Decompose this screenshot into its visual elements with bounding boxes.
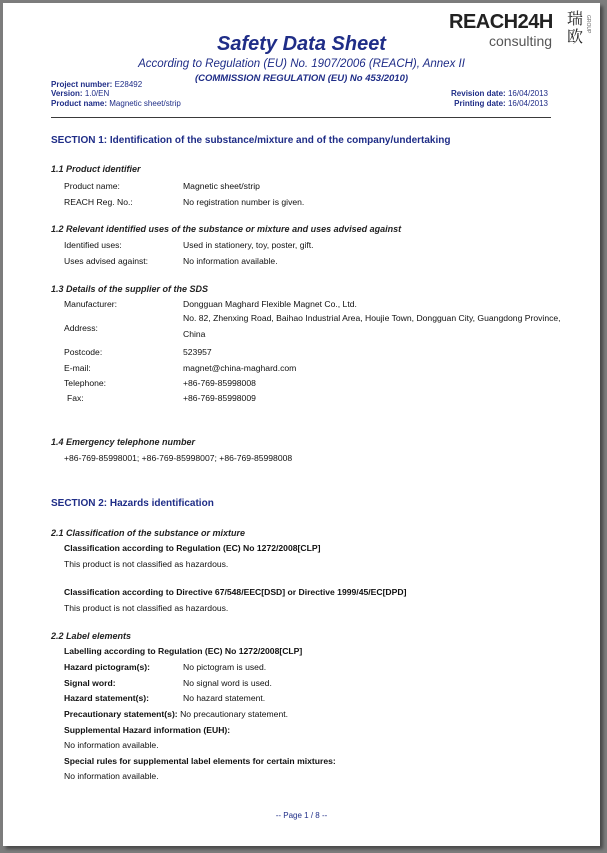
special-rules-text: No information available. — [64, 771, 159, 781]
postcode-value: 523957 — [183, 347, 212, 357]
version-value: 1.0/EN — [84, 89, 110, 98]
clp-classification-text: This product is not classified as hazardous. — [64, 559, 229, 569]
section-2-heading: SECTION 2: Hazards identification — [51, 498, 214, 509]
product-name-meta — [51, 99, 181, 108]
logo-main-text: REACH24H — [449, 11, 553, 33]
document-title: Safety Data Sheet — [217, 33, 386, 55]
telephone-value: +86-769-85998008 — [183, 378, 256, 388]
hazard-statement-label: Hazard statement(s): — [64, 693, 150, 703]
regulation-line-2: (COMMISSION REGULATION (EU) No 453/2010) — [194, 73, 409, 84]
project-number-label: Project number: — [51, 80, 113, 89]
regulation-line-1: According to Regulation (EU) No. 1907/2006 (REACH), Annex II — [138, 58, 465, 70]
document-page — [3, 3, 600, 846]
logo-sub-text: consulting — [489, 33, 553, 49]
section-1-heading: SECTION 1: Identification of the substance/mixture and of the company/undertaking — [51, 135, 451, 146]
labelling-heading: Labelling according to Regulation (EC) No 1272/2008[CLP] — [64, 646, 303, 656]
hazard-pictogram-label: Hazard pictogram(s): — [64, 662, 150, 672]
signal-word-value: No signal word is used. — [183, 678, 272, 688]
logo-cjk-text: 瑞欧 — [567, 11, 584, 46]
hazard-statement-value: No hazard statement. — [183, 693, 266, 703]
fax-label: Fax: — [67, 393, 84, 403]
signal-word-label: Signal word: — [64, 678, 116, 688]
revision-date — [451, 89, 548, 98]
revision-date-label: Revision date: — [451, 89, 506, 98]
hazard-pictogram-value: No pictogram is used. — [183, 662, 267, 672]
printing-date — [454, 99, 548, 108]
emergency-numbers: +86-769-85998001; +86-769-85998007; +86-769-85998008 — [64, 453, 293, 463]
identified-uses-value: Used in stationery, toy, poster, gift. — [183, 240, 314, 250]
project-number — [51, 80, 142, 89]
version — [51, 89, 109, 98]
revision-date-value: 16/04/2013 — [507, 89, 548, 98]
fax-value: +86-769-85998009 — [183, 393, 256, 403]
header-divider — [51, 117, 551, 118]
clp-classification-heading: Classification according to Regulation (EC) No 1272/2008[CLP] — [64, 543, 321, 553]
product-name-label: Product name: — [64, 181, 120, 191]
subsection-1-1-title: 1.1 Product identifier — [51, 164, 141, 174]
version-label: Version: — [51, 89, 83, 98]
manufacturer-value: Dongguan Maghard Flexible Magnet Co., Ltd. — [183, 299, 357, 309]
subsection-2-1-title: 2.1 Classification of the substance or mixture — [51, 528, 246, 538]
uses-advised-against-value: No information available. — [183, 256, 278, 266]
email-label: E-mail: — [64, 363, 91, 373]
product-name-value: Magnetic sheet/strip — [183, 181, 260, 191]
reach-reg-value: No registration number is given. — [183, 197, 305, 207]
subsection-2-2-title: 2.2 Label elements — [51, 631, 132, 641]
reach-reg-label: REACH Reg. No.: — [64, 197, 133, 207]
logo-group-text: GROUP — [585, 15, 591, 34]
uses-advised-against-label: Uses advised against: — [64, 256, 149, 266]
subsection-1-2-title: 1.2 Relevant identified uses of the substance or mixture and uses advised against — [51, 224, 402, 234]
dsd-classification-heading: Classification according to Directive 67/548/EEC[DSD] or Directive 1999/45/EC[DPD] — [64, 587, 407, 597]
address-label: Address: — [64, 323, 98, 333]
printing-date-label: Printing date: — [454, 99, 506, 108]
printing-date-value: 16/04/2013 — [507, 99, 548, 108]
email-value: magnet@china-maghard.com — [183, 363, 297, 373]
subsection-1-4-title: 1.4 Emergency telephone number — [51, 437, 196, 447]
precautionary-statement-label: Precautionary statement(s): — [64, 709, 178, 719]
euh-heading: Supplemental Hazard information (EUH): — [64, 725, 231, 735]
address-value: No. 82, Zhenxing Road, Baihao Industrial Area, Houjie Town, Dongguan City, Guangdong Province, China — [183, 313, 561, 339]
product-name-meta-value: Magnetic sheet/strip — [109, 99, 181, 108]
identified-uses-label: Identified uses: — [64, 240, 122, 250]
postcode-label: Postcode: — [64, 347, 103, 357]
precautionary-statement-value: No precautionary statement. — [180, 709, 289, 719]
precautionary-statement — [64, 709, 288, 719]
project-number-value: E28492 — [114, 80, 143, 89]
euh-text: No information available. — [64, 740, 159, 750]
manufacturer-label: Manufacturer: — [64, 299, 118, 309]
subsection-1-3-title: 1.3 Details of the supplier of the SDS — [51, 284, 209, 294]
product-name-meta-label: Product name: — [51, 99, 108, 108]
special-rules-heading: Special rules for supplemental label elements for certain mixtures: — [64, 756, 336, 766]
telephone-label: Telephone: — [64, 378, 107, 388]
page-number: -- Page 1 / 8 -- — [275, 811, 328, 820]
dsd-classification-text: This product is not classified as hazardous. — [64, 603, 229, 613]
